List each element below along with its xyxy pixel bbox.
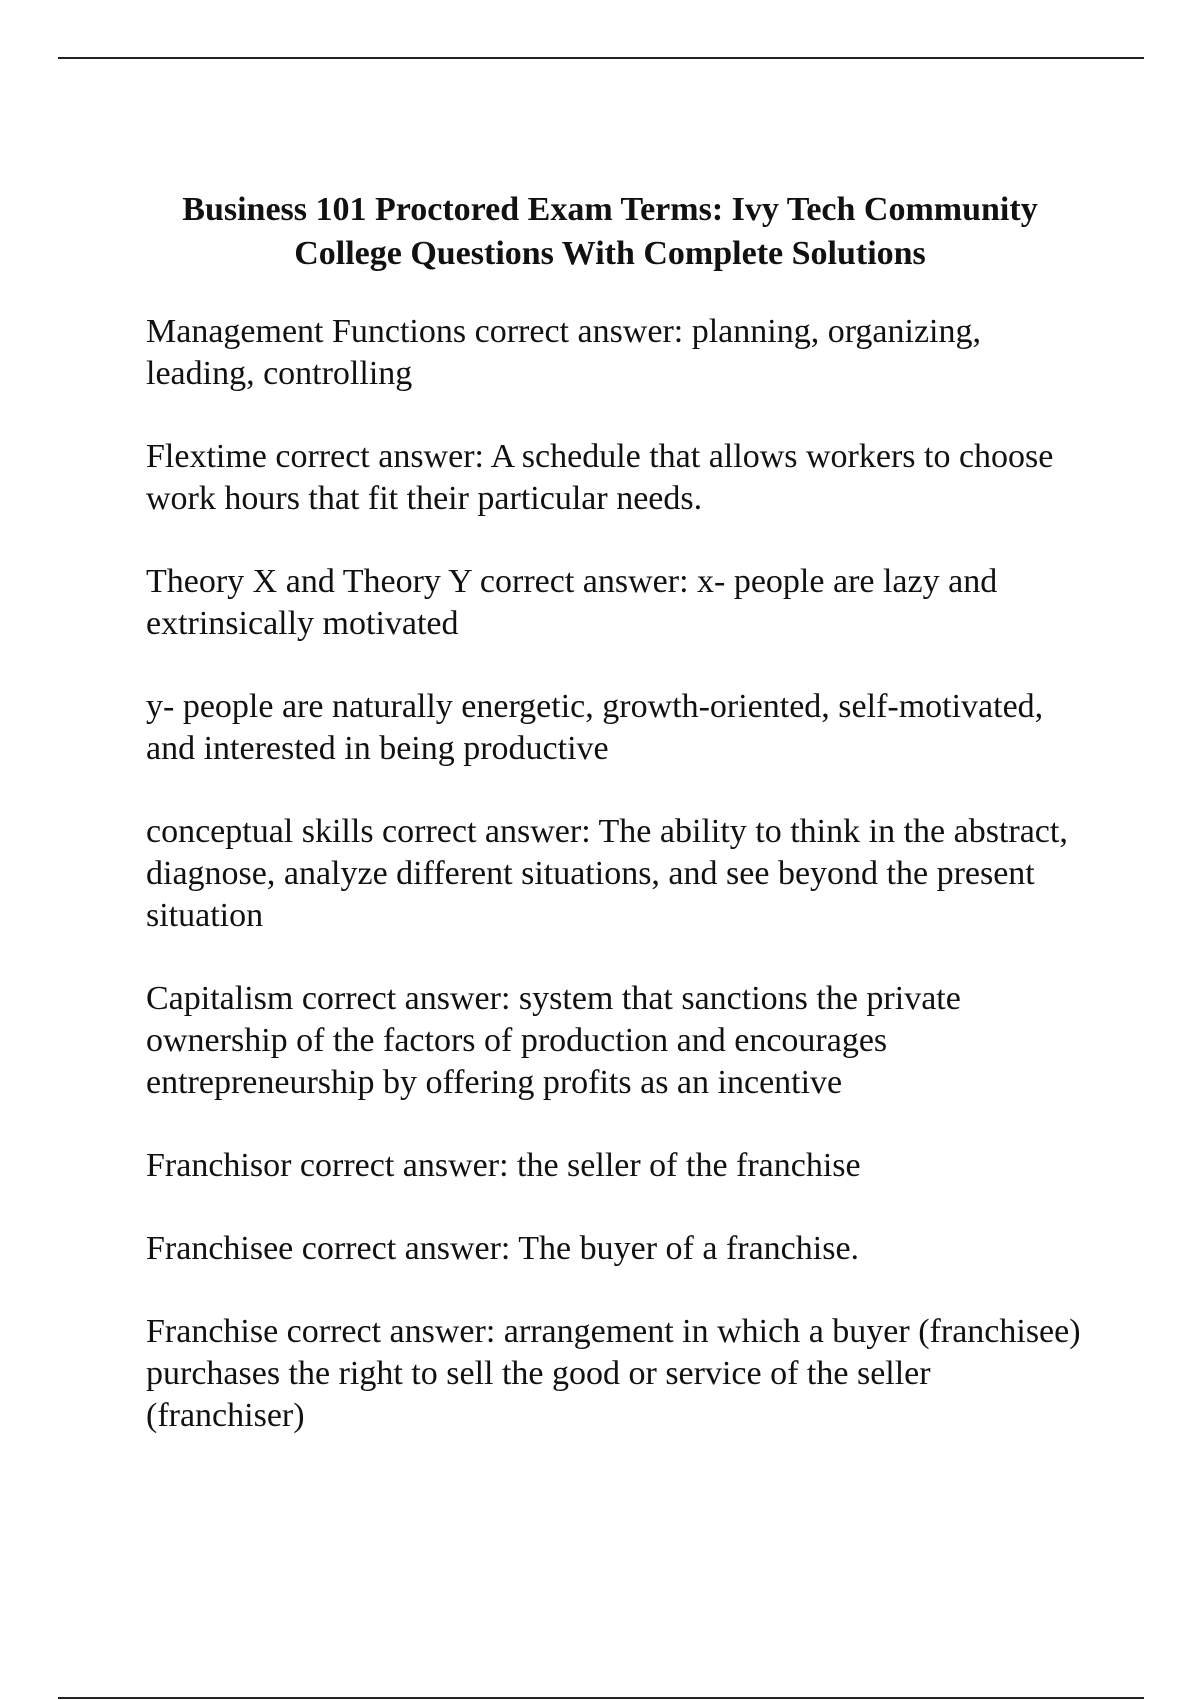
term-entry: y- people are naturally energetic, growth-oriented, self-motivated, and interested in being productive [146, 688, 1044, 767]
term-entry: Management Functions correct answer: planning, organizing, leading, controlling [146, 313, 981, 392]
term-entry: conceptual skills correct answer: The ability to think in the abstract, diagnose, analyze different situations, and see beyond the present situation [146, 813, 1068, 934]
top-rule [58, 57, 1144, 59]
document-title: Business 101 Proctored Exam Terms: Ivy Tech Community College Questions With Complete Solutions [182, 191, 1038, 272]
term-entry: Flextime correct answer: A schedule that allows workers to choose work hours that fit their particular needs. [146, 438, 1054, 517]
term-entry: Franchise correct answer: arrangement in which a buyer (franchisee) purchases the right to sell the good or service of the seller (franchiser) [146, 1313, 1081, 1434]
term-entry: Capitalism correct answer: system that sanctions the private ownership of the factors of production and encourages entrepreneurship by offering profits as an incentive [146, 980, 961, 1101]
bottom-rule [58, 1697, 1144, 1699]
term-list [146, 311, 1091, 1478]
term-entry: Franchisee correct answer: The buyer of a franchise. [146, 1230, 860, 1267]
term-entry: Franchisor correct answer: the seller of the franchise [146, 1147, 861, 1184]
term-entry: Theory X and Theory Y correct answer: x- people are lazy and extrinsically motivated [146, 563, 998, 642]
